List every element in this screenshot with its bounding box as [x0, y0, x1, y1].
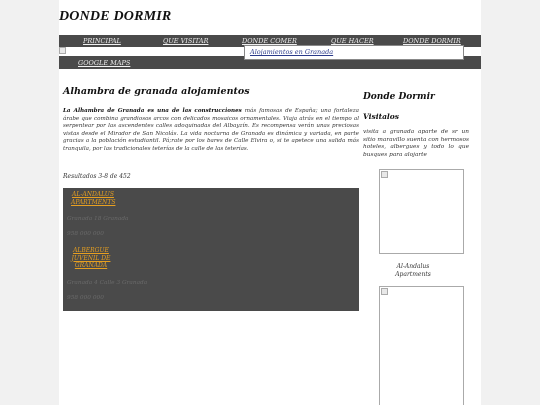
- broken-image-icon: [381, 171, 388, 178]
- broken-image-icon: [381, 288, 388, 295]
- nav-principal[interactable]: PRINCIPAL: [83, 37, 121, 45]
- sidebar-text: visita a granada aparte de sr un sitio maravillo suenta con hermosos hoteles, albergues y todo lo que busques para alojarte: [363, 129, 469, 158]
- nav-que-hacer[interactable]: QUE HACER: [331, 37, 374, 45]
- nav-donde-comer[interactable]: DONDE COMER: [242, 37, 297, 45]
- intro-body-text: más famosas de España; una fortaleza árabe que combina grandiosos arcos con delicados mosaicos ornamentales. Viaja atrás en el tiempo al serpentear por las ascendentes calles adoquinadas del Albayzín. Es recompensa verán unas preciosas vistas desde el Mirador de San Nicolás. La vida nocturna de Granada es dinámica y variada, en parte gracias a la población estudiantil. Pá;rate por los bares de Calle Elvira o, si te apetece una salida más tranquila, por las tradicionales teterías de la calle de las teterías.: [63, 108, 359, 152]
- sidebar-image-caption[interactable]: Al-Andalus Apartments: [395, 263, 431, 278]
- listing-address: Granada 18 Granada: [67, 216, 129, 222]
- listing-phone: 958 000 000: [67, 231, 104, 237]
- listing-title-al-andalus[interactable]: AL-ANDALUS APARTMENTS: [71, 191, 116, 206]
- search-link[interactable]: Alojamientos en Granada: [250, 48, 334, 56]
- site-title: DONDE DORMIR: [59, 9, 172, 24]
- page-container: [59, 0, 481, 405]
- page-heading: Alhambra de granada alojamientos: [63, 86, 250, 97]
- broken-image-icon: [59, 47, 66, 54]
- sidebar-hotel-image[interactable]: [379, 169, 464, 254]
- listing-phone: 958 000 000: [67, 295, 104, 301]
- nav-google-maps[interactable]: GOOGLE MAPS: [78, 59, 131, 67]
- listing-title-albergue[interactable]: ALBERGUE JUVENIL DE GRANADA: [71, 247, 111, 269]
- intro-bold-text: La Alhambra de Granada es una de las construcciones: [63, 108, 242, 114]
- listing-address: Granada 4 Calle 3 Granada: [67, 280, 148, 286]
- intro-paragraph: [63, 108, 359, 154]
- sidebar-subtitle: Visitalos: [363, 112, 400, 121]
- listings-panel: [63, 188, 359, 311]
- nav-que-visitar[interactable]: QUE VISITAR: [163, 37, 209, 45]
- sidebar-hotel-image-2[interactable]: [379, 286, 464, 405]
- search-box[interactable]: [244, 45, 464, 60]
- nav-donde-dormir[interactable]: DONDE DORMIR: [403, 37, 461, 45]
- results-count: Resultados 3-8 de 452: [63, 173, 131, 180]
- sidebar-title: Donde Dormir: [363, 92, 435, 102]
